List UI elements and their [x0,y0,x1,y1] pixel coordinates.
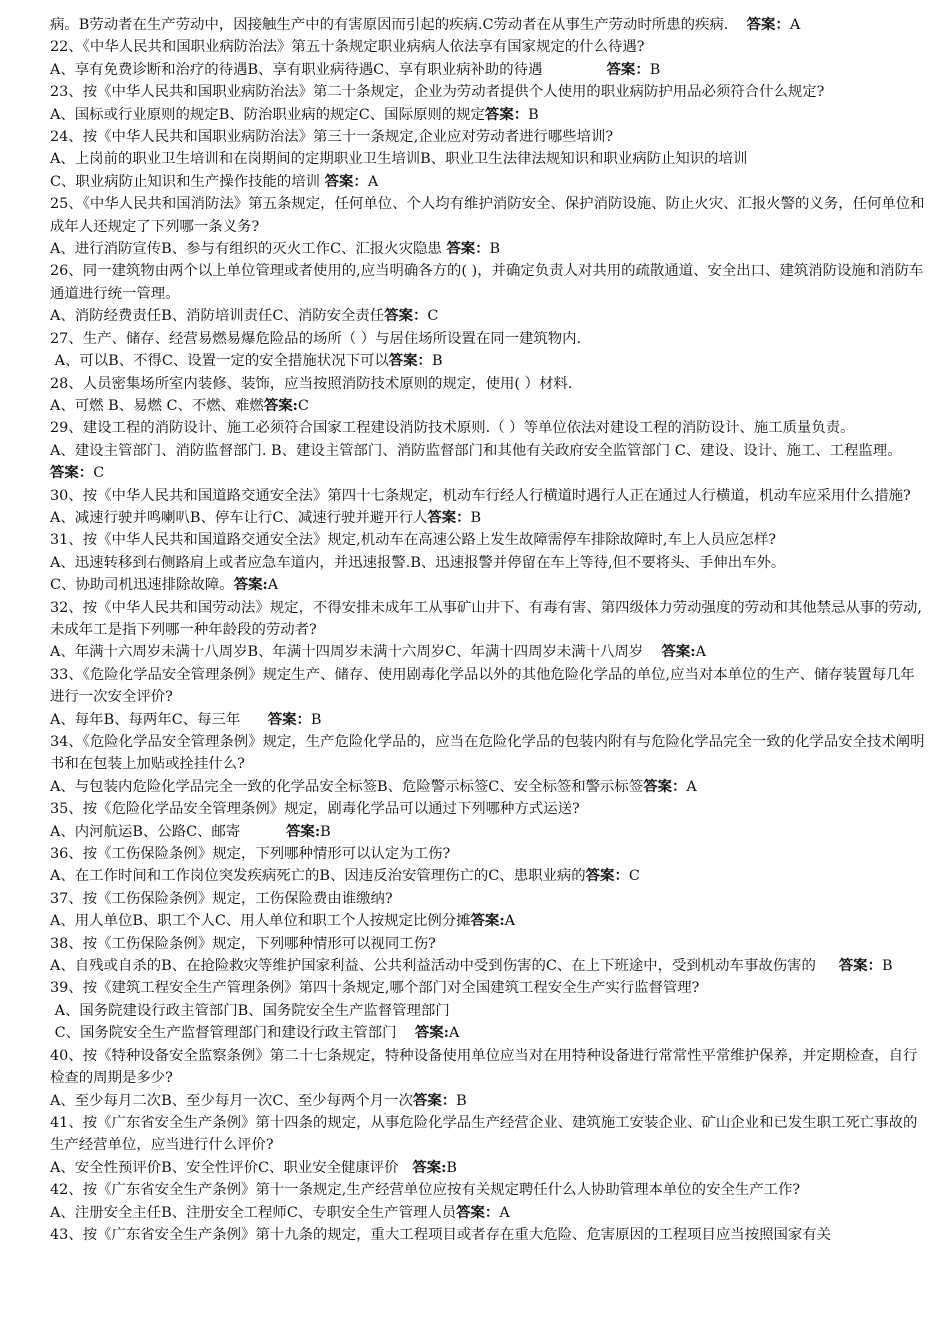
paragraph [50,1022,928,1044]
paragraph-text: A、上岗前的职业卫生培训和在岗期间的定期职业卫生培训B、职业卫生法律法规知识和职业病防止知识的培训 [50,151,748,168]
paragraph-text: 41、按《广东省安全生产条例》第十四条的规定，从事危险化学品生产经营企业、建筑施工安装企业、矿山企业和已发生职工死亡事故的生产经营单位，应当进行什么评价? [50,1114,918,1154]
paragraph-text: 25、《中华人民共和国消防法》第五条规定，任何单位、个人均有维护消防安全、保护消防设施、防止火灾、汇报火警的义务，任何单位和成年人还规定了下列哪一条义务? [50,196,925,235]
answer-label: 答案: [414,1024,449,1042]
answer-label: 答案： [484,105,529,123]
paragraph-text: 42、按《广东省安全生产条例》第十一条规定,生产经营单位应按有关规定聘任什么人协助管理本单位的安全生产工作? [50,1182,801,1199]
paragraph [50,1224,928,1246]
paragraph [50,350,928,372]
paragraph-text: 27、生产、储存、经营易燃易爆危险品的场所（ ）与居住场所设置在同一建筑物内. [50,330,582,347]
paragraph [50,305,928,327]
answer-label: 答案： [50,464,94,482]
paragraph [50,36,928,58]
answer-label: 答案: [233,576,268,594]
paragraph-text: 38、按《工伤保险条例》规定，下列哪种情形可以视同工伤? [50,935,436,952]
paragraph [50,529,928,551]
paragraph-text: A、内河航运B、公路C、邮寄 [50,823,287,840]
paragraph [50,1179,928,1201]
paragraph [50,664,928,709]
paragraph-text: A、自残或自杀的B、在抢险救灾等维护国家利益、公共利益活动中受到伤害的C、在上下班途中，受到机动车事故伤害的 [50,958,839,975]
paragraph-text: 26、同一建筑物由两个以上单位管理或者使用的,应当明确各方的( )，并确定负责人对共用的疏散通道、安全出口、建筑消防设施和消防车通道进行统一管理。 [50,263,924,302]
paragraph-text: C、国务院安全生产监督管理部门和建设行政主管部门 [50,1025,415,1042]
paragraph [50,888,928,910]
paragraph [50,81,928,103]
paragraph-text: A、国标或行业原则的规定B、防治职业病的规定C、国际原则的规定 [50,106,485,123]
answer-label: 答案: [263,396,298,414]
paragraph [50,59,928,81]
paragraph [50,440,934,485]
paragraph [50,373,928,395]
paragraph [50,1000,928,1022]
paragraph-text: A、安全性预评价B、安全性评价C、职业安全健康评价 [50,1159,413,1176]
paragraph-text: C、协助司机迅速排除故障。 [50,577,234,594]
paragraph-text: A、可燃 B、易燃 C、不燃、难燃 [50,397,264,414]
answer-label: 答案： [324,172,368,190]
paragraph [50,485,928,507]
paragraph [50,126,928,148]
paragraph-text: 40、按《特种设备安全监察条例》第二十七条规定，特种设备使用单位应当对在用特种设备进行常常性平常维护保养，并定期检查，自行检查的周期是多少? [50,1047,918,1087]
answer-label: 答案: [470,912,505,930]
paragraph-text: A、消防经费责任B、消防培训责任C、消防安全责任 [50,308,385,325]
answer-value: B [649,61,661,78]
paragraph-text: 30、按《中华人民共和国道路交通安全法》第四十七条规定，机动车行经人行横道时遇行人正在通过人行横道，机动车应采用什么措施? [50,487,911,504]
answer-value: A [504,913,516,930]
paragraph-text: A、注册安全主任B、注册安全工程师C、专职安全生产管理人员 [50,1204,457,1221]
paragraph [50,865,928,887]
answer-value: C [427,308,439,325]
paragraph [50,395,928,417]
answer-value: A [695,644,707,661]
paragraph-text: 28、人员密集场所室内装修、装饰，应当按照消防技术原则的规定，使用( ）材料. [50,375,573,392]
paragraph-text: A、与包装内危险化学品完全一致的化学品安全标签B、危险警示标签C、安全标签和警示标签 [50,778,644,795]
paragraph [50,104,928,126]
paragraph [50,731,928,776]
paragraph [50,709,928,731]
paragraph [50,955,928,977]
answer-value: B [528,106,539,123]
paragraph [50,1045,928,1090]
answer-label: 答案： [384,307,428,325]
answer-label: 答案： [388,352,432,370]
paragraph [50,843,928,865]
answer-value: C [93,465,105,482]
paragraph-text: 43、按《广东省安全生产条例》第十九条的规定，重大工程项目或者存在重大危险、危害原因的工程项目应当按照国家有关 [50,1226,832,1243]
answer-label: 答案： [267,710,311,728]
paragraph [50,171,928,193]
answer-value: A [267,577,279,594]
paragraph [50,821,928,843]
paragraph [50,193,928,238]
answer-label: 答案： [412,1091,457,1109]
paragraph-text: A、建设主管部门、消防监督部门. B、建设主管部门、消防监督部门和其他有关政府安全监管部门 C、建设、设计、施工、工程监理。 [50,442,934,459]
answer-label: 答案： [446,240,490,258]
paragraph-text: A、国务院建设行政主管部门B、国务院安全生产监督管理部门 [50,1002,450,1019]
paragraph-text: 37、按《工伤保险条例》规定，工伤保险费由谁缴纳? [50,890,393,907]
answer-label: 答案： [427,508,471,526]
paragraph [50,977,928,999]
answer-value: B [881,958,893,975]
answer-value: A [448,1025,460,1042]
answer-label: 答案： [746,16,790,33]
paragraph [50,1090,928,1112]
paragraph-text: A、可以B、不得C、设置一定的安全措施状况下可以 [50,353,389,370]
answer-value: B [320,823,331,840]
paragraph [50,933,928,955]
answer-value: A [686,778,697,795]
answer-label: 答案： [838,957,882,975]
answer-value: A [367,173,379,190]
paragraph [50,417,928,439]
paragraph [50,238,928,260]
answer-label: 答案： [606,60,650,78]
answer-value: A [499,1204,510,1221]
answer-label: 答案： [585,867,629,885]
paragraph [50,910,928,932]
paragraph [50,1202,928,1224]
paragraph-text: A、每年B、每两年C、每三年 [50,711,268,728]
paragraph [50,507,928,529]
answer-value: C [297,397,309,414]
paragraph [50,1157,928,1179]
answer-label: 答案： [456,1203,500,1221]
answer-value: B [489,241,501,258]
paragraph-text: A、迅速转移到右侧路肩上或者应急车道内，并迅速报警.B、迅速报警并停留在车上等待,但不要将头、手伸出车外。 [50,554,786,571]
paragraph-text: 33、《危险化学品安全管理条例》规定生产、储存、使用剧毒化学品以外的其他危险化学品的单位,应当对本单位的生产、储存装置每几年进行一次安全评价? [50,666,915,706]
paragraph-text: C、职业病防止知识和生产操作技能的培训 [50,173,325,190]
paragraph [50,641,928,663]
paragraph-text: 39、按《建筑工程安全生产管理条例》第四十条规定,哪个部门对全国建筑工程安全生产实行监督管理? [50,980,700,997]
answer-value: C [628,868,640,885]
answer-value: B [470,509,482,526]
paragraph-text: 23、按《中华人民共和国职业病防治法》第二十条规定，企业为劳动者提供个人使用的职业病防护用品必须符合什么规定? [50,84,825,101]
paragraph-text: 29、建设工程的消防设计、施工必须符合国家工程建设消防技术原则.（ ）等单位依法对建设工程的消防设计、施工质量负责。 [50,420,855,437]
paragraph-text: 34、《危险化学品安全管理条例》规定，生产危险化学品的，应当在危险化学品的包装内附有与危险化学品完全一致的化学品安全技术阐明书和在包装上加贴或拴挂什么? [50,734,925,773]
paragraph-text: 36、按《工伤保险条例》规定，下列哪种情形可以认定为工伤? [50,846,451,863]
paragraph-text: A、年满十六周岁未满十八周岁B、年满十四周岁未满十六周岁C、年满十四周岁未满十八周岁 [50,644,662,661]
paragraph-text: A、享有免费诊断和治疗的待遇B、享有职业病待遇C、享有职业病补助的待遇 [50,61,607,78]
answer-label: 答案： [643,777,687,795]
paragraph [50,776,928,798]
paragraph [50,597,928,642]
answer-value: B [446,1159,457,1176]
answer-value: B [310,711,322,728]
paragraph-text: 35、按《危险化学品安全管理条例》规定，剧毒化学品可以通过下列哪种方式运送? [50,801,580,818]
paragraph-text: 病。B劳动者在生产劳动中，因接触生产中的有害原因而引起的疾病.C劳动者在从事生产劳动时所患的疾病. [50,17,747,33]
paragraph-text: A、减速行驶并鸣喇叭B、停车让行C、减速行驶并避开行人 [50,509,428,526]
answer-value: B [456,1092,467,1109]
paragraph-text: A、在工作时间和工作岗位突发疾病死亡的B、因违反治安管理伤亡的C、患职业病的 [50,868,586,885]
paragraph [50,574,928,596]
paragraph [50,798,928,820]
answer-value: B [431,353,443,370]
paragraph-text: A、进行消防宣传B、参与有组织的灭火工作C、汇报火灾隐患 [50,241,447,258]
answer-label: 答案: [412,1158,447,1176]
answer-label: 答案: [286,822,321,840]
paragraph [50,148,928,170]
answer-label: 答案: [661,643,696,661]
paragraph [50,328,928,350]
paragraph-text: A、用人单位B、职工个人C、用人单位和职工个人按规定比例分摊 [50,913,471,930]
answer-value: A [789,17,801,33]
paragraph [50,14,928,36]
paragraph-text: 32、按《中华人民共和国劳动法》规定，不得安排未成年工从事矿山井下、有毒有害、第四级体力劳动强度的劳动和其他禁忌从事的劳动,未成年工是指下列哪一种年龄段的劳动者? [50,599,922,638]
paragraph [50,1112,928,1157]
paragraph [50,260,928,305]
paragraph-text: 24、按《中华人民共和国职业病防治法》第三十一条规定,企业应对劳动者进行哪些培训? [50,129,614,146]
paragraph-text: A、至少每月二次B、至少每月一次C、至少每两个月一次 [50,1092,413,1109]
paragraph-text: 22、《中华人民共和国职业病防治法》第五十条规定职业病病人依法享有国家规定的什么待遇? [50,39,645,56]
paragraph [50,552,928,574]
paragraph-text: 31、按《中华人民共和国道路交通安全法》规定,机动车在高速公路上发生故障需停车排除故障时,车上人员应怎样? [50,532,776,549]
